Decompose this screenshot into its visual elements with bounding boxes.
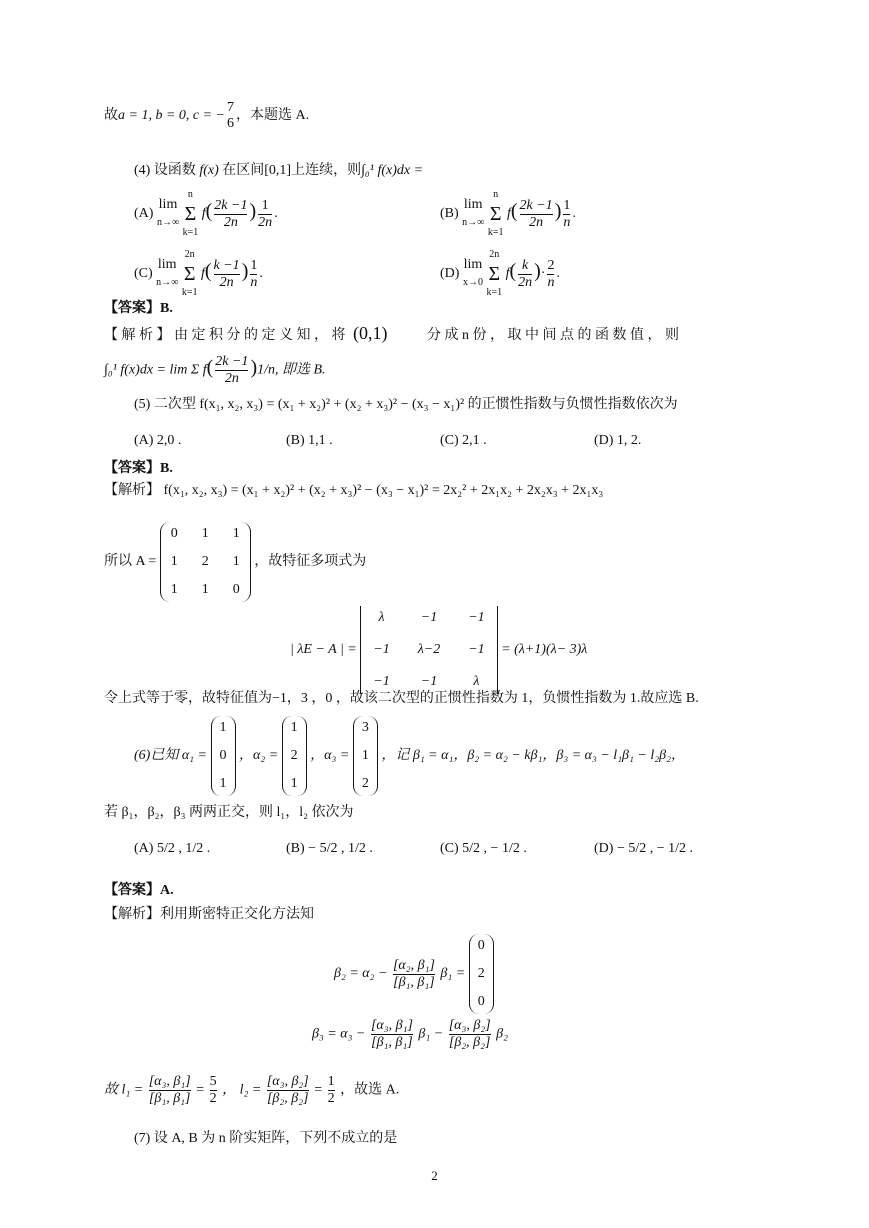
q6-beta3-mid: β₁ − [418, 1026, 444, 1042]
q5-det-cell: −1 [420, 610, 438, 625]
q4-d-arg-top: k [522, 257, 529, 273]
q6-beta2-frac [393, 958, 435, 991]
q6-l2-left: ， l₂ = [222, 1082, 262, 1098]
q4-b-label: (B) [440, 206, 459, 222]
prev-suffix: ，本题选 A. [236, 108, 310, 124]
q6-l1-left: 故 l₁ = [104, 1082, 144, 1098]
q6-l-suffix: ，故选 A. [340, 1082, 400, 1098]
q4-a-sum: n Σ k=1 [183, 186, 199, 242]
q6-analysis: 【解析】利用斯密特正交化方法知 [104, 907, 314, 922]
q4-analysis-tail: 1/n, 即选 B. [257, 362, 326, 378]
q4-a-arg-top: 2k −1 [214, 197, 248, 213]
q6-beta2-vector [469, 934, 494, 1014]
q6-vec-cell: 1 [219, 720, 227, 735]
q6-beta2-den: [β₁, β₁] [393, 974, 435, 990]
q4-a-arg-bot: 2n [214, 214, 247, 231]
q6-beta2-formula [334, 934, 494, 1014]
q5-analysis: 【解析】 f(x₁, x₂, x₃) = (x₁ + x₂)² + (x₂ + x₃)² − (x₃ − x₁)² = 2x₂² + 2x₁x₂ + 2x₂x₃ + 2x₁x₃ [104, 483, 604, 498]
q4-analysis-prefix: 【 解 析 】 由 定 积 分 的 定 义 知 ， 将 [104, 328, 346, 343]
q6-alpha2-vector [282, 716, 307, 796]
q6-vec-cell: 1 [361, 748, 369, 763]
q5-conclusion: 令上式等于零，故特征值为−1，3 ，0 ，故该二次型的正惯性指数为 1，负惯性指数为 1.故应选 B. [104, 691, 699, 706]
q5-det-cell: −1 [468, 642, 485, 657]
q4-analysis-frac-top: 2k −1 [215, 354, 249, 369]
q4-b-lim [462, 196, 484, 232]
q4-d-lim-text: lim [463, 257, 483, 272]
q4-d-lim [463, 256, 483, 292]
q4-b-weight [563, 198, 570, 231]
q5-det-right: = (λ+1)(λ− 3)λ [501, 642, 588, 658]
q6-c-label: (C) [440, 841, 459, 856]
q6-vec-cell: 1 [290, 776, 298, 791]
q4-c-weight-top: 1 [250, 257, 258, 273]
q5-det-cell: −1 [373, 674, 390, 689]
q6-stem-suffix: ，记 β₁ = α₁，β₂ = α₂ − kβ₁，β₃ = α₃ − l₁β₁ − l₂β₂， [381, 748, 685, 764]
q6-l2-value-num: 1 [327, 1074, 335, 1089]
q4-c-arg-bot: 2n [214, 274, 240, 291]
q4-d-arg [518, 258, 532, 291]
prev-math: a = 1, b = 0, c = − [118, 108, 226, 124]
q5-matrix-cell: 1 [201, 526, 209, 541]
q5-matrix-cell: 0 [232, 582, 240, 597]
q6-beta3-right: β₂ [496, 1026, 508, 1042]
q6-option-d [594, 840, 693, 858]
q6-option-b [286, 840, 373, 858]
prev-frac-den: 6 [227, 116, 235, 131]
q6-vec-cell: 2 [290, 748, 298, 763]
q4-a-sum-bot: k=1 [182, 227, 199, 238]
q4-stem-mid2: 上连续，则 [291, 163, 362, 178]
page-number: 2 [431, 1168, 438, 1183]
q6-l2-frac [267, 1074, 309, 1107]
q4-b-lim-sub: n→∞ [462, 217, 485, 228]
q6-vec-cell: 2 [361, 776, 369, 791]
q4-c-lim [156, 256, 178, 292]
q4-option-c: (C) lim n→∞ 2n Σ k=1 f( $\frac{k -1}{2n}$ ) $\frac{1}{n}$ . [134, 246, 263, 302]
q4-a-weight-top: 1 [261, 197, 269, 213]
q5-det-cell: −1 [468, 610, 485, 625]
q4-answer: 【答案】B. [104, 301, 173, 316]
q6-vec-cell: 0 [219, 748, 227, 763]
q4-a-arg [214, 198, 247, 231]
q4-c-weight-bot: n [250, 274, 258, 290]
q6-vec-cell: 0 [477, 994, 485, 1009]
q6-option-a [134, 840, 210, 858]
q5-option-d: (D) 1, 2. [594, 433, 642, 448]
q4-analysis [104, 324, 679, 345]
q4-d-weight-bot: n [547, 274, 555, 290]
q6-vec-cell: 1 [290, 720, 298, 735]
q6-l1-value-den: 2 [209, 1091, 217, 1106]
q4-stem [134, 162, 423, 180]
q6-beta3-frac2 [449, 1018, 491, 1051]
q4-d-lim-sub: x→0 [462, 277, 483, 288]
q4-analysis-formula-left: ∫₀¹ f(x)dx = lim Σ f [104, 362, 207, 378]
q5-matrix-cell: 1 [232, 554, 240, 569]
q5-matrix-cell: 2 [201, 554, 209, 569]
q6-vec-cell: 2 [477, 966, 485, 981]
q6-d-value: − 5/2 , − 1/2 . [616, 841, 694, 856]
q6-b-value: − 5/2 , 1/2 . [308, 841, 373, 856]
q6-l-values: 故 l₁ = $\frac{\text{[α₃, β₁]}}{\text{[β₁, β₁]}}$ = $\frac{5}{2}$ ， l₂ = $\frac{\text{[α₃, β₂]}}{\text{[β₂, β₂]}}$ = $\frac{1}{2}$ ，故选 A. [104, 1074, 400, 1106]
q5-matrix-cell: 1 [232, 526, 240, 541]
q4-interval: [0,1] [264, 163, 292, 178]
q4-c-sum-bot: k=1 [181, 287, 198, 298]
q6-beta2-right: β₁ = [440, 966, 466, 982]
q5-matrix-prefix: 所以 A = [104, 554, 157, 570]
q4-c-sum-top: 2n [184, 249, 195, 260]
q6-b-label: (B) [286, 841, 305, 856]
q6-l2-num: [α₃, β₂] [266, 1074, 309, 1089]
q5-det-cell: λ [473, 674, 480, 689]
q5-option-a: (A) 2,0 . [134, 433, 182, 448]
q4-analysis-interval: (0,1) [353, 323, 388, 343]
q4-a-weight-bot: 2n [258, 214, 273, 230]
q6-d-label: (D) [594, 841, 614, 856]
q6-alpha1-vector [211, 716, 236, 796]
q6-answer: 【答案】A. [104, 883, 174, 898]
q4-a-label: (A) [134, 206, 154, 222]
q4-a-weight [258, 198, 272, 231]
q6-a-value: 5/2 , 1/2 . [156, 841, 211, 856]
q6-c-value: 5/2 , − 1/2 . [462, 841, 527, 856]
q5-matrix [160, 522, 251, 602]
q5-det-cell: λ−2 [417, 642, 441, 657]
q4-option-b: (B) lim n→∞ n Σ k=1 f( $\frac{2k -1}{2n}$ ) $\frac{1}{n}$ . [440, 186, 576, 242]
q4-analysis-suffix: 分 成 n 份 ， 取 中 间 点 的 函 数 值 ， 则 [427, 328, 679, 343]
q6-stem-prefix: (6)已知 α₁ = [134, 748, 207, 764]
q4-analysis-frac [215, 354, 248, 387]
q6-l1-value [210, 1074, 217, 1107]
prev-prefix: 故 [104, 108, 118, 124]
q4-b-arg [520, 198, 553, 231]
q5-det-cell: −1 [420, 674, 438, 689]
q6-beta3-num2: [α₃, β₂] [448, 1018, 491, 1033]
q4-analysis-frac-bot: 2n [215, 370, 248, 387]
q6-beta3-den2: [β₂, β₂] [448, 1035, 491, 1050]
q6-l2-den: [β₂, β₂] [266, 1091, 309, 1106]
q6-l1-den: [β₁, β₁] [148, 1091, 191, 1106]
q6-stem [134, 716, 685, 796]
q5-option-c: (C) 2,1 . [440, 433, 487, 448]
q4-stem-prefix: (4) 设函数 [134, 163, 200, 178]
prev-answer-line [104, 100, 309, 132]
q4-a-lim-text: lim [158, 197, 178, 212]
q5-matrix-cell: 1 [170, 582, 178, 597]
q6-beta2-num: [α₂, β₁] [392, 957, 435, 973]
q4-integral: ∫₀¹ f(x)dx = [361, 163, 424, 178]
q4-c-label: (C) [134, 266, 153, 282]
q5-option-b: (B) 1,1 . [286, 433, 333, 448]
q5-matrix-cell: 1 [201, 582, 209, 597]
q6-condition: 若 β₁，β₂，β₃ 两两正交，则 l₁，l₂ 依次为 [104, 805, 354, 820]
q5-matrix-suffix: ，故特征多项式为 [254, 554, 367, 570]
q6-beta3-formula [312, 1018, 508, 1051]
q5-det-left: | λE − A | = [290, 642, 357, 658]
q4-b-sum-top: n [493, 189, 499, 200]
q4-a-lim-sub: n→∞ [156, 217, 180, 228]
q4-c-arg-top: k −1 [213, 257, 240, 273]
q6-alpha2-label: ，α₂ = [239, 748, 279, 764]
q4-c-arg [214, 258, 240, 291]
q5-det-cell: −1 [373, 642, 390, 657]
q4-fx: f(x) [199, 163, 219, 178]
q6-vec-cell: 3 [361, 720, 369, 735]
prev-frac-num: 7 [227, 100, 235, 115]
q4-d-weight [547, 258, 554, 291]
q4-a-sum-top: n [187, 189, 193, 200]
q6-option-c [440, 840, 527, 858]
q6-vec-cell: 0 [477, 938, 485, 953]
q4-b-weight-bot: n [563, 214, 571, 230]
q4-d-sum: 2n Σ k=1 [486, 246, 502, 302]
q4-b-sum-bot: k=1 [487, 227, 504, 238]
q4-b-lim-text: lim [463, 197, 483, 212]
q5-answer: 【答案】B. [104, 461, 173, 476]
q4-stem-mid: 在区间 [218, 163, 265, 178]
q6-beta2-left: β₂ = α₂ − [334, 966, 388, 982]
q6-l2-value-den: 2 [327, 1091, 335, 1106]
q4-d-sum-bot: k=1 [486, 287, 503, 298]
q5-matrix-cell: 1 [170, 554, 178, 569]
q4-c-weight [250, 258, 257, 291]
q6-beta3-num1: [α₃, β₁] [370, 1018, 413, 1033]
q6-vec-cell: 1 [219, 776, 227, 791]
q6-beta3-frac1 [371, 1018, 413, 1051]
q4-c-lim-sub: n→∞ [156, 277, 179, 288]
q6-l1-num: [α₃, β₁] [148, 1074, 191, 1089]
q4-b-weight-top: 1 [563, 197, 571, 213]
q6-alpha3-label: ，α₃ = [310, 748, 350, 764]
q5-stem: (5) 二次型 f(x₁, x₂, x₃) = (x₁ + x₂)² + (x₂ + x₃)² − (x₃ − x₁)² 的正惯性指数与负惯性指数依次为 [134, 397, 678, 412]
q5-det-cell: λ [378, 610, 385, 625]
q5-determinant [360, 606, 497, 694]
q5-determinant-line [290, 606, 587, 694]
q6-alpha3-vector [353, 716, 378, 796]
q7-stem: (7) 设 A, B 为 n 阶实矩阵，下列不成立的是 [134, 1131, 398, 1146]
q4-b-arg-bot: 2n [520, 214, 553, 231]
q4-d-label: (D) [440, 266, 460, 282]
q6-l2-value [328, 1074, 335, 1107]
q6-beta3-left: β₃ = α₃ − [312, 1026, 366, 1042]
q5-matrix-cell: 0 [170, 526, 178, 541]
q4-d-arg-bot: 2n [518, 274, 533, 290]
q4-analysis-formula: ∫₀¹ f(x)dx = lim Σ f( $\frac{2k -1}{2n}$ )1/n, 即选 B. [104, 354, 326, 386]
q6-a-label: (A) [134, 841, 154, 856]
q4-b-arg-top: 2k −1 [519, 197, 553, 213]
q6-l1-frac [149, 1074, 191, 1107]
q6-beta3-den1: [β₁, β₁] [371, 1035, 413, 1050]
q4-c-lim-text: lim [157, 257, 177, 272]
q4-d-sum-top: 2n [489, 249, 500, 260]
q4-b-sum: n Σ k=1 [488, 186, 504, 242]
q4-option-a: (A) lim n→∞ n Σ k=1 f( $\frac{2k -1}{2n}$ ) $\frac{1}{2n}$ . [134, 186, 278, 242]
q5-matrix-line [104, 522, 366, 602]
q4-d-weight-top: 2 [547, 257, 555, 273]
q4-option-d: (D) lim x→0 2n Σ k=1 f( $\frac{k}{2n}$ )· $\frac{2}{n}$ . [440, 246, 560, 302]
prev-fraction [227, 100, 234, 132]
q4-c-sum: 2n Σ k=1 [182, 246, 198, 302]
q6-l1-value-num: 5 [209, 1074, 217, 1089]
q4-a-lim [157, 196, 179, 232]
